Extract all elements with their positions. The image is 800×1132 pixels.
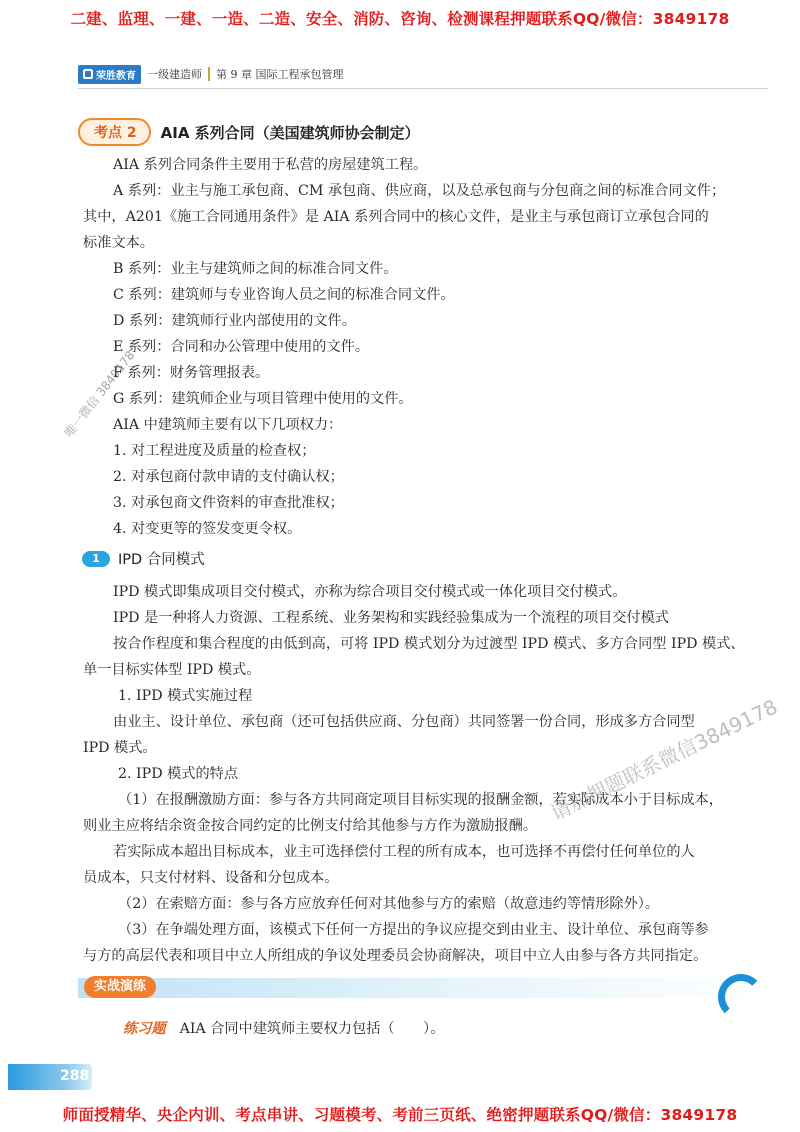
list-item: 4. 对变更等的签发变更令权。: [113, 521, 302, 537]
list-item: 2. 对承包商付款申请的支付确认权；: [113, 469, 344, 485]
paragraph-line: AIA 中建筑师主要有以下几项权力：: [113, 417, 343, 433]
subsection-heading: 2. IPD 模式的特点: [118, 766, 239, 782]
practice-label: 练习题: [123, 1021, 166, 1037]
paragraph-line: IPD 是一种将人力资源、工程系统、业务架构和实践经验集成为一个流程的项目交付模式: [113, 610, 669, 626]
book-title: 一级建造师: [147, 68, 202, 81]
paragraph-line: 与方的高层代表和项目中立人所组成的争议处理委员会协商解决，项目中立人由参与各方共同指定。: [83, 948, 708, 964]
logo-text: 荣胜教育: [96, 70, 136, 82]
paragraph-line: C 系列：建筑师与专业咨询人员之间的标准合同文件。: [113, 287, 455, 303]
list-item: 1. 对工程进度及质量的检查权；: [113, 443, 316, 459]
promo-banner-bottom: 师面授精华、央企内训、考点串讲、习题模考、考前三页纸、绝密押题联系QQ/微信：3849178: [62, 1106, 738, 1124]
paragraph-line: G 系列：建筑师企业与项目管理中使用的文件。: [113, 391, 413, 407]
paragraph-line: F 系列：财务管理报表。: [113, 365, 270, 381]
paragraph-line: （2）在索赔方面：参与各方应放弃任何对其他参与方的索赔（故意违约等情形除外）。: [118, 896, 660, 912]
practice-band-label: 实战演练: [84, 976, 156, 998]
section-heading: [82, 548, 205, 569]
promo-banner-top: 二建、监理、一建、一造、二造、安全、消防、咨询、检测课程押题联系QQ/微信：3849178: [70, 10, 730, 28]
key-point-title: AIA 系列合同（美国建筑师协会制定）: [160, 123, 420, 142]
list-item: 3. 对承包商文件资料的审查批准权；: [113, 495, 344, 511]
paragraph-line: IPD 模式即集成项目交付模式，亦称为综合项目交付模式或一体化项目交付模式。: [113, 584, 627, 600]
key-point-badge: 考点 2: [78, 118, 151, 146]
decorative-arc-icon: [718, 974, 764, 1020]
watermark-left: 唯一微信 3849178: [61, 348, 138, 440]
paragraph-line: 若实际成本超出目标成本，业主可选择偿付工程的所有成本，也可选择不再偿付任何单位的人: [113, 844, 695, 860]
page-header: [78, 64, 344, 84]
paragraph-line: IPD 模式。: [83, 740, 157, 756]
paragraph-line: 标准文本。: [83, 235, 154, 251]
logo-icon: [83, 69, 93, 79]
paragraph-line: 由业主、设计单位、承包商（还可包括供应商、分包商）共同签署一份合同，形成多方合同型: [113, 714, 695, 730]
page-number-tab: [8, 1064, 92, 1090]
paragraph-line: 则业主应将结余资金按合同约定的比例支付给其他参与方作为激励报酬。: [83, 818, 538, 834]
practice-question-text: AIA 合同中建筑师主要权力包括（ ）。: [179, 1021, 445, 1037]
section-number-badge: 1: [82, 551, 110, 567]
paragraph-line: （3）在争端处理方面，该模式下任何一方提出的争议应提交到由业主、设计单位、承包商等参: [118, 922, 709, 938]
header-divider: [208, 67, 210, 81]
paragraph-line: 按合作程度和集合程度的由低到高，可将 IPD 模式划分为过渡型 IPD 模式、多方合同型 IPD 模式、: [113, 636, 745, 652]
watermark-right: 请加押题联系微信3849178: [546, 694, 782, 826]
paragraph-line: E 系列：合同和办公管理中使用的文件。: [113, 339, 370, 355]
paragraph-line: D 系列：建筑师行业内部使用的文件。: [113, 313, 356, 329]
subsection-heading: 1. IPD 模式实施过程: [118, 688, 253, 704]
section-title: IPD 合同模式: [118, 552, 205, 568]
header-rule: [78, 88, 768, 89]
page-number: 288: [60, 1068, 90, 1084]
paragraph-line: （1）在报酬激励方面：参与各方共同商定项目目标实现的报酬金额，若实际成本小于目标成本，: [118, 792, 723, 808]
paragraph-line: 其中，A201《施工合同通用条件》是 AIA 系列合同中的核心文件，是业主与承包商订立承包合同的: [83, 209, 709, 225]
paragraph-line: A 系列：业主与施工承包商、CM 承包商、供应商，以及总承包商与分包商之间的标准合同文件；: [113, 183, 726, 199]
key-point-heading: [78, 118, 420, 146]
chapter-title: 第 9 章 国际工程承包管理: [216, 68, 344, 81]
paragraph-line: AIA 系列合同条件主要用于私营的房屋建筑工程。: [113, 157, 428, 173]
practice-band-bar: [78, 978, 768, 998]
publisher-logo: [78, 65, 141, 84]
paragraph-line: B 系列：业主与建筑师之间的标准合同文件。: [113, 261, 398, 277]
practice-question: [123, 1018, 444, 1038]
paragraph-line: 员成本，只支付材料、设备和分包成本。: [83, 870, 339, 886]
paragraph-line: 单一目标实体型 IPD 模式。: [83, 662, 261, 678]
practice-band: [78, 974, 768, 1000]
